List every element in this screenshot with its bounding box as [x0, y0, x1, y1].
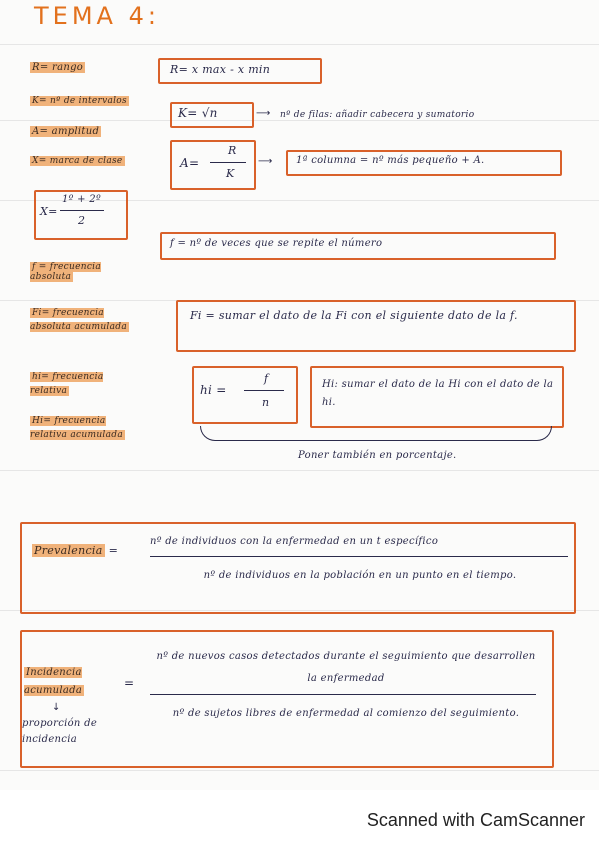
formula-rango: R= x max - x min: [170, 63, 271, 76]
fraction-bar: [60, 210, 104, 211]
ruled-line: [0, 120, 599, 121]
formula-hi-num: f: [264, 372, 269, 385]
formula-a-den: K: [226, 167, 235, 180]
label-frecuencia-absoluta-acumulada: Fi= frecuencia absoluta acumulada: [30, 308, 127, 332]
percent-note: Poner también en porcentaje.: [298, 450, 457, 461]
label-marca-clase: X= marca de clase: [32, 156, 123, 166]
label-prevalencia: Prevalencia =: [34, 544, 119, 557]
fraction-bar: [150, 694, 536, 695]
label-frecuencia-absoluta: f = frecuencia absoluta: [30, 262, 101, 282]
incidencia-denominator: nº de sujetos libres de enfermedad al comienzo del seguimiento.: [172, 708, 520, 719]
scanner-watermark: Scanned with CamScanner: [366, 810, 585, 830]
Hi-note: Hi: sumar el dato de la Hi con el dato de la hi.: [322, 379, 554, 408]
definition-f: f = nº de veces que se repite el número: [170, 238, 383, 249]
arrow-right-icon: ⟶: [256, 108, 271, 119]
prevalencia-denominator: nº de individuos en la población en un punto en el tiempo.: [203, 570, 517, 581]
a-note: 1ª columna = nº más pequeño + A.: [296, 155, 485, 166]
k-note: nº de filas: añadir cabecera y sumatorio: [280, 110, 475, 120]
label-rango: R= rango: [32, 62, 84, 73]
ruled-line: [0, 470, 599, 471]
incidencia-numerator: nº de nuevos casos detectados durante el seguimiento que desarrollen la enfermedad: [156, 651, 536, 684]
scanner-footer: [0, 795, 599, 848]
label-amplitud: A= amplitud: [32, 126, 100, 137]
label-frecuencia-relativa: hi= frecuencia relativa: [30, 372, 104, 396]
label-frecuencia-relativa-acumulada: Hi= frecuencia relativa acumulada: [30, 416, 123, 440]
label-intervalos: K= nº de intervalos: [32, 96, 127, 106]
ruled-line: [0, 44, 599, 45]
label-proporcion: proporción de incidencia: [22, 718, 98, 745]
formula-hi-den: n: [262, 396, 270, 409]
definition-fi: Fi = sumar el dato de la Fi con el siguiente dato de la f.: [190, 309, 518, 322]
formula-x-num: 1º + 2º: [62, 194, 101, 205]
prevalencia-numerator: nº de individuos con la enfermedad en un t específico: [150, 536, 439, 547]
formula-x-den: 2: [78, 214, 86, 227]
formula-a-num: R: [228, 144, 237, 157]
ruled-line: [0, 770, 599, 771]
fraction-bar: [210, 162, 246, 163]
fraction-bar: [244, 390, 284, 391]
page-title: TEMA 4:: [34, 2, 160, 30]
equals-sign: =: [124, 676, 135, 690]
curly-brace-icon: [200, 426, 552, 441]
fraction-bar: [150, 556, 568, 557]
label-incidencia: Incidencia acumulada: [24, 667, 83, 696]
arrow-down-icon: ↓: [52, 702, 61, 713]
arrow-right-icon: ⟶: [258, 156, 273, 167]
formula-hi-lhs: hi =: [200, 383, 227, 397]
formula-k: K= √n: [178, 106, 218, 120]
formula-a-lhs: A=: [180, 156, 200, 170]
formula-x-lhs: X=: [40, 205, 58, 218]
